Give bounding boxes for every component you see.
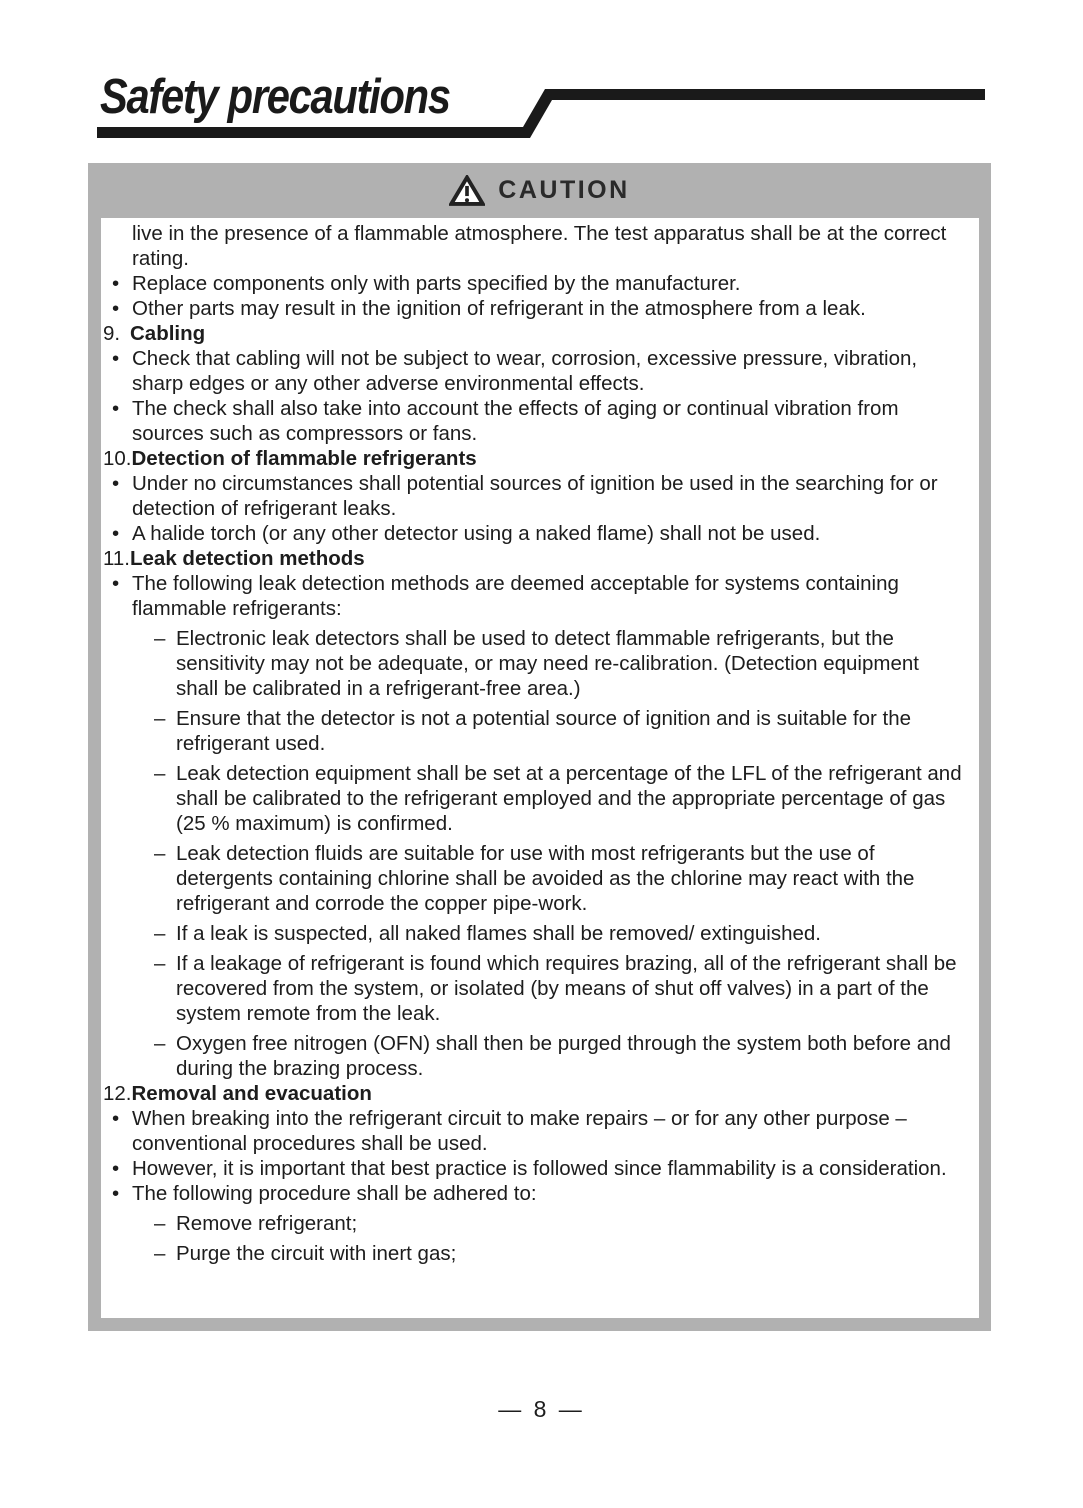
item-number: 11.	[103, 547, 130, 570]
item-text: Other parts may result in the ignition of refrigerant in the atmosphere from a leak.	[132, 297, 866, 320]
dash-marker: –	[154, 707, 166, 730]
bullet-marker: •	[112, 572, 120, 595]
caution-item	[101, 571, 965, 621]
caution-item	[101, 271, 965, 296]
caution-item	[101, 1031, 965, 1081]
item-text: If a leak is suspected, all naked flames shall be removed/ extinguished.	[176, 922, 821, 945]
caution-item	[101, 521, 965, 546]
bullet-marker: •	[112, 397, 120, 420]
bullet-marker: •	[112, 522, 120, 545]
bullet-marker: •	[112, 1182, 120, 1205]
item-text: Oxygen free nitrogen (OFN) shall then be purged through the system both before and during the brazing process.	[176, 1032, 951, 1080]
item-text: Electronic leak detectors shall be used to detect flammable refrigerants, but the sensitivity may not be adequate, or may need re-calibration. (Detection equipment shall be calibrated in a refrigerant-free area.)	[176, 627, 919, 700]
caution-item	[101, 626, 965, 701]
item-text: However, it is important that best practice is followed since flammability is a consideration.	[132, 1157, 947, 1180]
item-text: The following leak detection methods are deemed acceptable for systems containing flammable refrigerants:	[132, 572, 899, 620]
caution-item	[101, 1081, 965, 1106]
caution-item	[101, 546, 965, 571]
item-text: Detection of flammable refrigerants	[131, 447, 477, 470]
item-text: Ensure that the detector is not a potential source of ignition and is suitable for the refrigerant used.	[176, 707, 912, 755]
caution-item	[101, 321, 965, 346]
item-text: A halide torch (or any other detector using a naked flame) shall not be used.	[132, 522, 821, 545]
item-text: Under no circumstances shall potential sources of ignition be used in the searching for or detection of refrigerant leaks.	[132, 472, 938, 520]
page-number: — 8 —	[498, 1396, 585, 1422]
item-text: The following procedure shall be adhered to:	[132, 1182, 537, 1205]
caution-item	[101, 346, 965, 396]
bullet-marker: •	[112, 1157, 120, 1180]
item-text: The check shall also take into account the effects of aging or continual vibration from sources such as compressors or fans.	[132, 397, 899, 445]
item-text: If a leakage of refrigerant is found which requires brazing, all of the refrigerant shall be recovered from the system, or isolated (by means of shut off valves) in a part of the system remote from the leak.	[176, 952, 957, 1025]
dash-marker: –	[154, 627, 166, 650]
item-number: 10.	[103, 447, 132, 470]
caution-item	[101, 761, 965, 836]
caution-item	[101, 1106, 965, 1156]
bullet-marker: •	[112, 347, 120, 370]
caution-item	[101, 446, 965, 471]
item-number: 12.	[103, 1082, 132, 1105]
caution-item	[101, 396, 965, 446]
title-rule	[88, 85, 991, 141]
caution-item	[101, 1181, 965, 1206]
dash-marker: –	[154, 922, 166, 945]
caution-item	[101, 1211, 965, 1236]
caution-item	[101, 951, 965, 1026]
caution-item	[101, 296, 965, 321]
caution-item	[101, 841, 965, 916]
caution-item	[101, 471, 965, 521]
item-text: Check that cabling will not be subject to wear, corrosion, excessive pressure, vibration, sharp edges or any other adverse environmental effects.	[132, 347, 918, 395]
item-text: Leak detection methods	[130, 547, 365, 570]
dash-marker: –	[154, 1212, 166, 1235]
caution-header	[88, 163, 991, 218]
dash-marker: –	[154, 1032, 166, 1055]
bullet-marker: •	[112, 1107, 120, 1130]
item-text: Leak detection equipment shall be set at a percentage of the LFL of the refrigerant and shall be calibrated to the refrigerant employed and the appropriate percentage of gas (25 % maximum) is confirmed.	[176, 762, 962, 835]
caution-box	[88, 163, 991, 1331]
caution-label: CAUTION	[498, 176, 630, 204]
dash-marker: –	[154, 1242, 166, 1265]
item-text: Remove refrigerant;	[176, 1212, 358, 1235]
bullet-marker: •	[112, 272, 120, 295]
caution-item	[101, 921, 965, 946]
bullet-marker: •	[112, 472, 120, 495]
caution-item-list	[101, 221, 965, 1266]
caution-content	[101, 218, 979, 1318]
caution-item	[101, 221, 965, 271]
item-number: 9.	[103, 322, 121, 345]
item-text: Leak detection fluids are suitable for use with most refrigerants but the use of detergents containing chlorine shall be avoided as the chlorine may react with the refrigerant and corrode the copper pipe-work.	[176, 842, 915, 915]
bullet-marker: •	[112, 297, 120, 320]
caution-item	[101, 1156, 965, 1181]
dash-marker: –	[154, 762, 166, 785]
warning-triangle-icon	[449, 175, 485, 207]
item-text: When breaking into the refrigerant circuit to make repairs – or for any other purpose – conventional procedures shall be used.	[132, 1107, 907, 1155]
item-text: Removal and evacuation	[131, 1082, 372, 1105]
dash-marker: –	[154, 842, 166, 865]
caution-item	[101, 1241, 965, 1266]
page-title: Safety precautions	[100, 70, 450, 124]
dash-marker: –	[154, 952, 166, 975]
caution-item	[101, 706, 965, 756]
item-text: Purge the circuit with inert gas;	[176, 1242, 457, 1265]
item-text: Replace components only with parts specified by the manufacturer.	[132, 272, 741, 295]
item-text: live in the presence of a flammable atmosphere. The test apparatus shall be at the correct rating.	[132, 222, 947, 270]
item-text: Cabling	[130, 322, 206, 345]
